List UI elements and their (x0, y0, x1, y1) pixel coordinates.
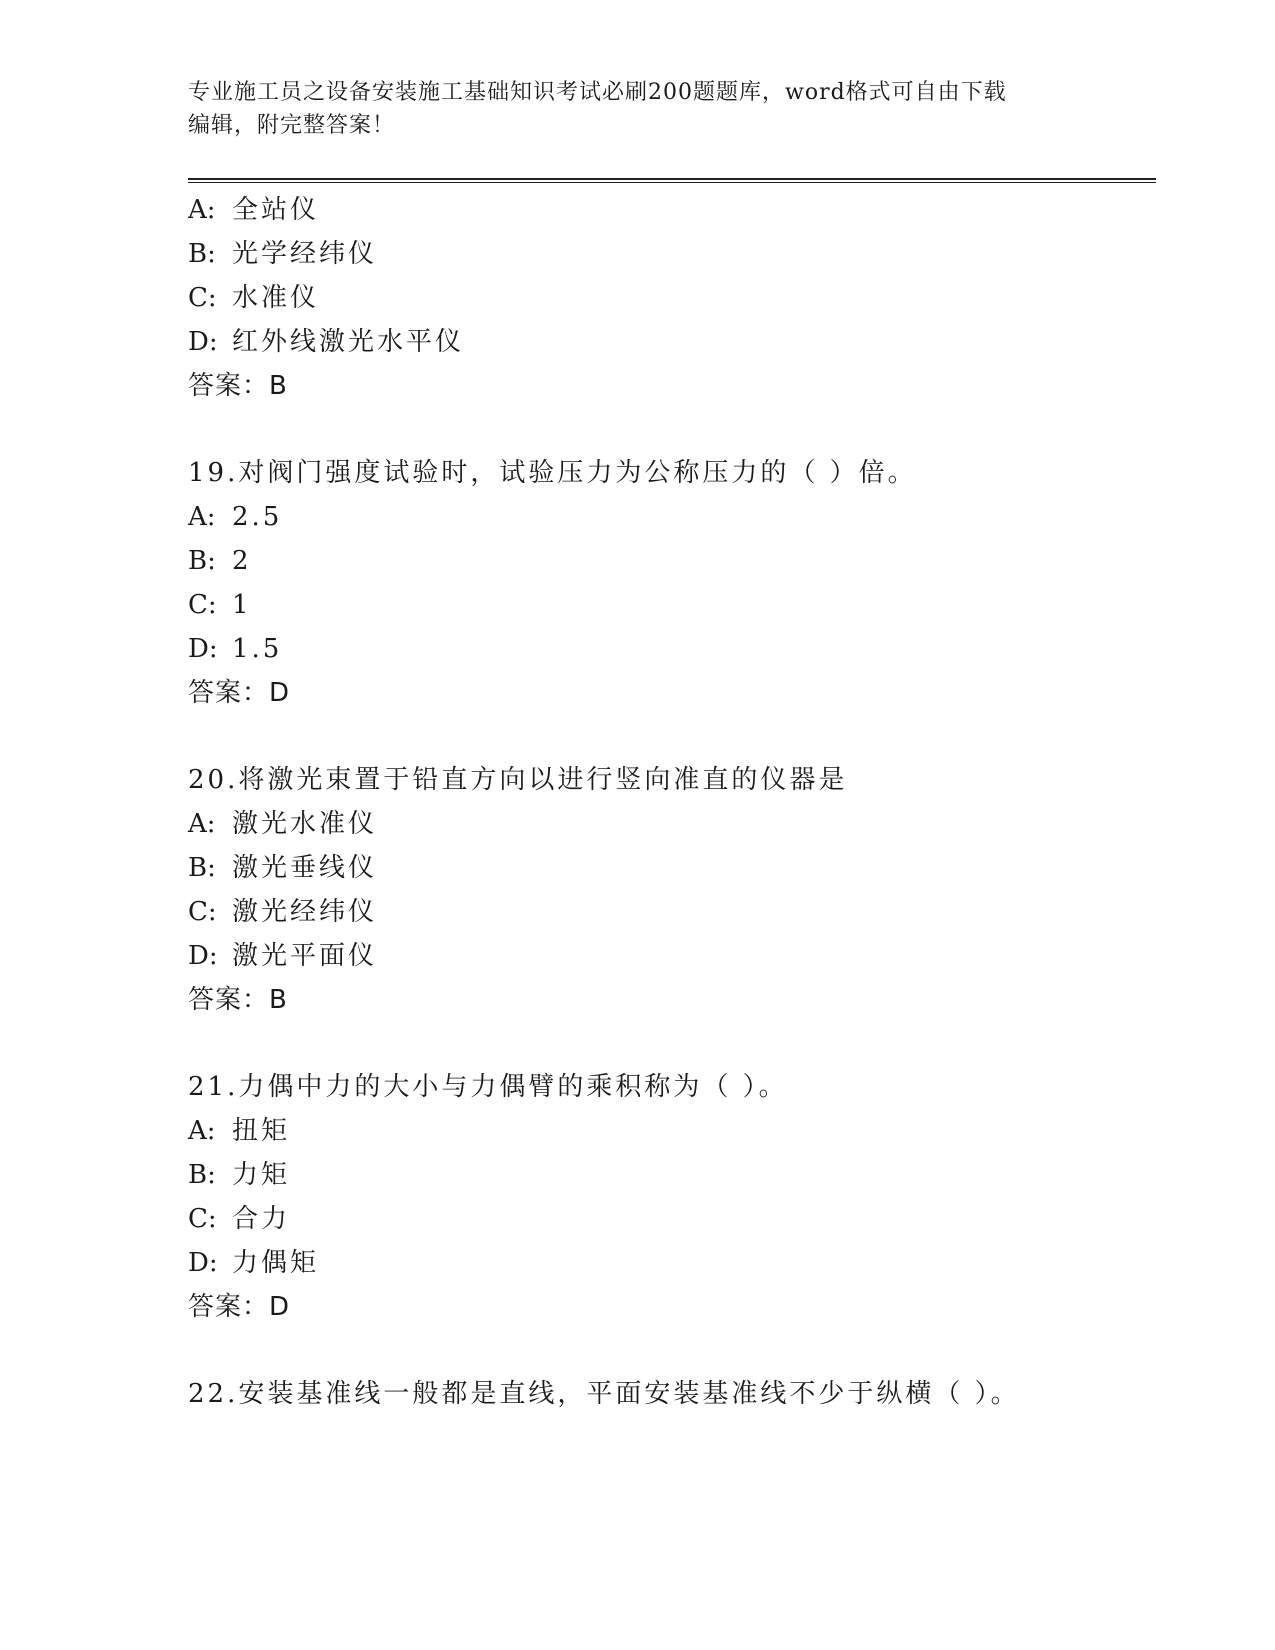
option-b: B: 力矩 (188, 1160, 291, 1190)
document-header (188, 76, 1068, 142)
option-a: A: 扭矩 (188, 1116, 291, 1146)
option-c: C: 1 (188, 590, 252, 620)
option-d: D: 红外线激光水平仪 (188, 327, 465, 357)
option-d: D: 力偶矩 (188, 1248, 320, 1278)
question-20: 20.将激光束置于铅直方向以进行竖向准直的仪器是 (188, 765, 848, 795)
option-c: C: 水准仪 (188, 283, 320, 313)
answer-line: 答案：D (188, 1292, 291, 1322)
option-c: C: 激光经纬仪 (188, 897, 378, 927)
header-divider (188, 178, 1156, 183)
header-line-2: 编辑，附完整答案！ (188, 113, 396, 138)
option-a: A: 2.5 (188, 502, 283, 532)
option-d: D: 激光平面仪 (188, 941, 378, 971)
answer-line: 答案：B (188, 985, 288, 1015)
option-b: B: 光学经纬仪 (188, 239, 378, 269)
option-a: A: 全站仪 (188, 195, 320, 225)
option-b: B: 激光垂线仪 (188, 853, 378, 883)
option-c: C: 合力 (188, 1204, 291, 1234)
question-22: 22.安装基准线一般都是直线，平面安装基准线不少于纵横（ ）。 (188, 1379, 1020, 1409)
answer-line: 答案：B (188, 371, 288, 401)
question-19: 19.对阀门强度试验时，试验压力为公称压力的（ ）倍。 (188, 458, 917, 488)
question-21: 21.力偶中力的大小与力偶臂的乘积称为（ ）。 (188, 1072, 788, 1102)
option-d: D: 1.5 (188, 634, 283, 664)
option-b: B: 2 (188, 546, 252, 576)
answer-line: 答案：D (188, 678, 291, 708)
option-a: A: 激光水准仪 (188, 809, 378, 839)
header-line-1: 专业施工员之设备安装施工基础知识考试必刷200题题库，word格式可自由下载 (188, 80, 1007, 105)
